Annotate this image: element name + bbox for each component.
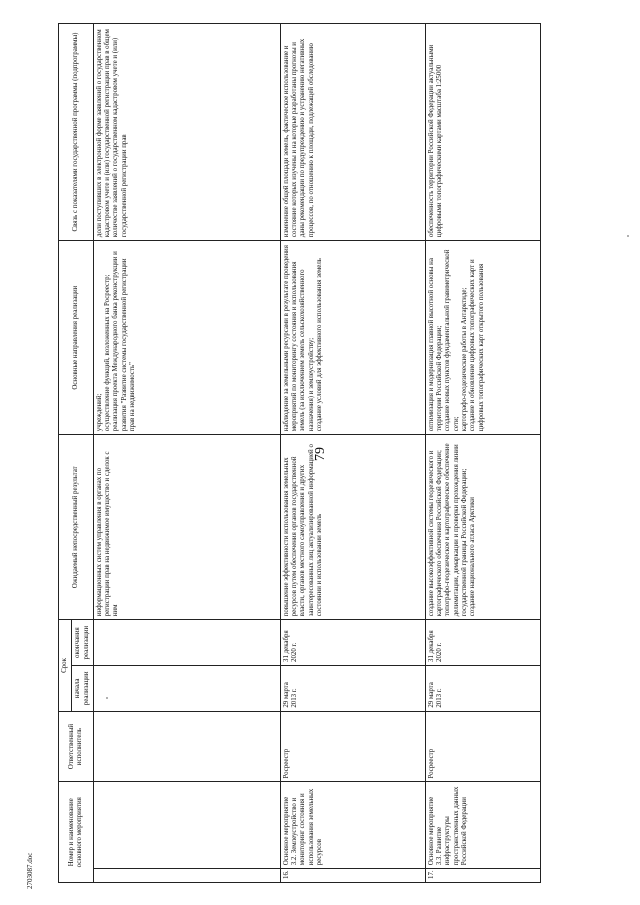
table-row bbox=[425, 24, 540, 883]
cell-directions: наблюдение за земельными ресурсами в результате проведения мероприятий по мониторингу состояния и использования земель (за исключением земель сельскохозяйственного назначения) и землеустройству; создание условий для эффективного использования земель bbox=[280, 241, 425, 435]
cell-num: 17. bbox=[425, 869, 540, 883]
cell-end: 31 декабря 2020 г. bbox=[280, 620, 425, 666]
header-term: Срок bbox=[59, 620, 72, 711]
header-name: Номер и наименование основного мероприятия bbox=[59, 782, 94, 883]
rotated-table-container bbox=[58, 23, 536, 883]
page-number: 79 bbox=[313, 447, 328, 461]
cell-directions: оптимизация и модернизация главной высотной основы на территории Российской Федерации; создание новых пунктов фундаментальной гравиметрической сети; картографо-геодезические работы в Антарктиде; создание и обновление цифровых топографических карт и цифровых топографических карт открытого пользования bbox=[425, 241, 540, 435]
cell-empty bbox=[93, 665, 280, 711]
table-row bbox=[280, 24, 425, 883]
cell-num: 16. bbox=[280, 869, 425, 883]
cell-directions: учреждений; осуществление функций, возложенных на Росреестр; реализация проекта Международного банка реконструкции и развития "Развитие системы государственной регистрации прав на недвижимость" bbox=[93, 241, 280, 435]
cell-executor: Росреестр bbox=[425, 711, 540, 782]
table-row-continuation bbox=[93, 24, 280, 883]
cell-link: изменение общей площади земель, фактическое использование и состояние которых изучены и на которые разработаны прогнозы и даны рекомендации по предупреждению и устранению негативных процессов, по отношению к площади, подлежащей обследованию bbox=[280, 24, 425, 241]
cell-start: 29 марта 2013 г. bbox=[425, 665, 540, 711]
scan-speck bbox=[106, 697, 108, 699]
cell-result: информационных систем управления в органах по регистрации прав на недвижимое имущество и сделок с ним bbox=[93, 435, 280, 620]
cell-executor: Росреестр bbox=[280, 711, 425, 782]
header-directions: Основные направления реализации bbox=[59, 241, 94, 435]
header-end: окончания реализации bbox=[72, 620, 94, 666]
cell-result: создание высокоэффективной системы геодезического и картографического обеспечения Российской Федерации; топографо-геодезическое и картографическое обеспечение делимитации, демаркации и проверки прохождения линии государственной границы Российской Федерации; создание национального атласа Арктики bbox=[425, 435, 540, 620]
header-link: Связь с показателями государственной программы (подпрограммы) bbox=[59, 24, 94, 241]
cell-empty bbox=[93, 869, 280, 883]
document-id: 2703087.doc bbox=[26, 852, 34, 889]
cell-empty bbox=[93, 782, 280, 869]
cell-empty bbox=[93, 620, 280, 666]
cell-empty bbox=[93, 711, 280, 782]
scan-speck bbox=[627, 235, 629, 237]
header-result: Ожидаемый непосредственный результат bbox=[59, 435, 94, 620]
cell-result: повышение эффективности использования земельных ресурсов путем обеспечения органов государственной власти, органов местного самоуправления и других заинтересованных лиц актуализированной информацией о состоянии и использовании земель bbox=[280, 435, 425, 620]
header-row bbox=[59, 24, 72, 883]
cell-link: обеспеченность территории Российской Федерации актуальными цифровыми топографическими картами масштаба 1:25000 bbox=[425, 24, 540, 241]
cell-start: 29 марта 2013 г. bbox=[280, 665, 425, 711]
header-executor: Ответственный исполнитель bbox=[59, 711, 94, 782]
cell-link: доли поступивших в электронной форме заявлений о государственном кадастровом учете и (или) государственной регистрации прав в общем количестве заявлений о государственном кадастровом учете и (или) государственной регистрации прав bbox=[93, 24, 280, 241]
measures-table bbox=[58, 23, 541, 883]
cell-name: Основное мероприятие 3.2. Землеустройство и мониторинг состояния и использования земельных ресурсов bbox=[280, 782, 425, 869]
cell-name: Основное мероприятие 3.3. Развитие инфраструктуры пространственных данных Российской Федерации bbox=[425, 782, 540, 869]
cell-end: 31 декабря 2020 г. bbox=[425, 620, 540, 666]
header-start: начала реализации bbox=[72, 665, 94, 711]
